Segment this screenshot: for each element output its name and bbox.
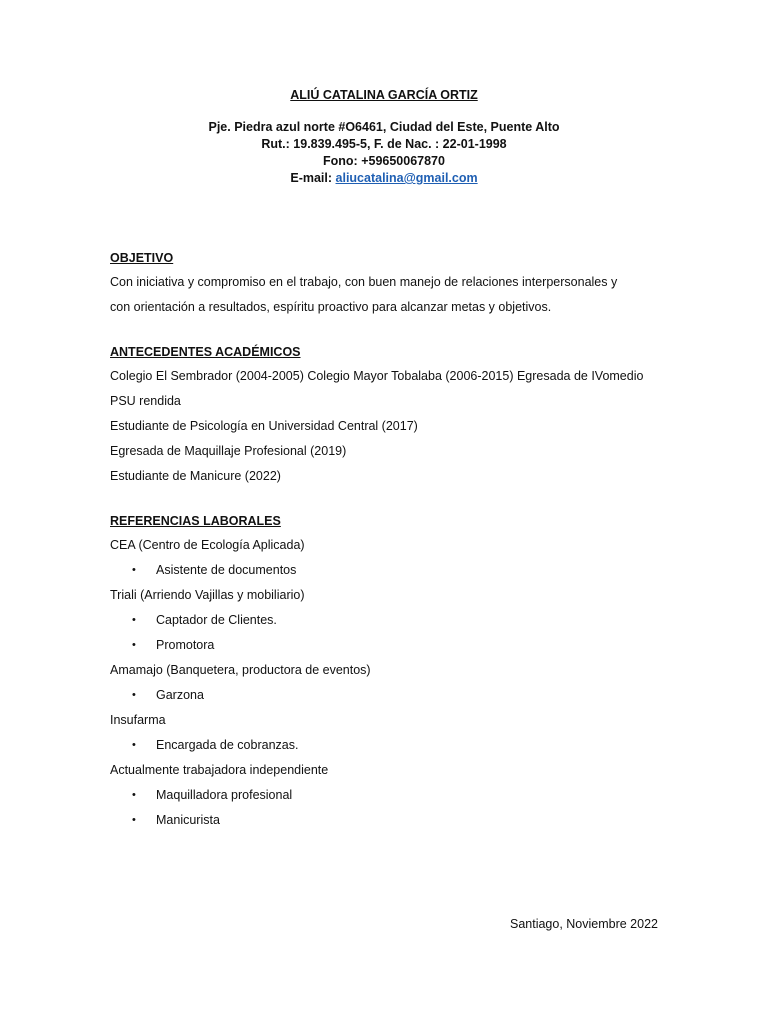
email-link[interactable]: aliucatalina@gmail.com	[335, 171, 478, 185]
job-role-item	[110, 633, 690, 658]
rut-line: Rut.: 19.839.495-5, F. de Nac. : 22-01-1998	[261, 137, 507, 151]
job-role: Promotora	[156, 638, 215, 652]
bullet-icon: •	[132, 614, 136, 626]
section-laborales	[110, 513, 690, 833]
phone-line: Fono: +59650067870	[323, 154, 445, 168]
employer-name: Insufarma	[110, 713, 166, 727]
job-role-item	[110, 558, 690, 583]
academic-line: Estudiante de Manicure (2022)	[110, 469, 281, 483]
candidate-name: ALIÚ CATALINA GARCÍA ORTIZ	[290, 88, 478, 102]
job-role: Asistente de documentos	[156, 563, 297, 577]
job-role: Maquilladora profesional	[156, 788, 293, 802]
employer-name: Actualmente trabajadora independiente	[110, 763, 329, 777]
bullet-icon: •	[132, 814, 136, 826]
email-label: E-mail:	[290, 171, 336, 185]
bullet-icon: •	[132, 739, 136, 751]
job-role-item	[110, 683, 690, 708]
job-role-item	[110, 733, 690, 758]
cv-header	[0, 87, 768, 187]
bullet-icon: •	[132, 689, 136, 701]
employer-name: CEA (Centro de Ecología Aplicada)	[110, 538, 305, 552]
email-line	[0, 170, 768, 187]
job-role: Manicurista	[156, 813, 220, 827]
section-title-objetivo: OBJETIVO	[110, 251, 174, 265]
employer-name: Triali (Arriendo Vajillas y mobiliario)	[110, 588, 305, 602]
bullet-icon: •	[132, 789, 136, 801]
section-academicos	[110, 344, 690, 489]
objetivo-line: Con iniciativa y compromiso en el trabajo, con buen manejo de relaciones interpersonales y	[110, 275, 618, 289]
section-objetivo	[110, 250, 690, 320]
section-title-laborales: REFERENCIAS LABORALES	[110, 514, 281, 528]
job-role-item	[110, 808, 690, 833]
job-role: Garzona	[156, 688, 204, 702]
job-role: Encargada de cobranzas.	[156, 738, 299, 752]
objetivo-line: con orientación a resultados, espíritu proactivo para alcanzar metas y objetivos.	[110, 300, 552, 314]
bullet-icon: •	[132, 639, 136, 651]
section-title-academicos: ANTECEDENTES ACADÉMICOS	[110, 345, 301, 359]
job-role-item	[110, 783, 690, 808]
academic-line: Colegio El Sembrador (2004-2005) Colegio Mayor Tobalaba (2006-2015) Egresada de IVomedio	[110, 369, 644, 383]
address-line: Pje. Piedra azul norte #O6461, Ciudad del Este, Puente Alto	[208, 120, 560, 134]
job-role-item	[110, 608, 690, 633]
bullet-icon: •	[132, 564, 136, 576]
job-role: Captador de Clientes.	[156, 613, 277, 627]
academic-line: Egresada de Maquillaje Profesional (2019)	[110, 444, 347, 458]
academic-line: Estudiante de Psicología en Universidad Central (2017)	[110, 419, 418, 433]
cv-body	[110, 250, 690, 833]
place-date: Santiago, Noviembre 2022	[509, 917, 658, 931]
employer-name: Amamajo (Banquetera, productora de eventos)	[110, 663, 371, 677]
academic-line: PSU rendida	[110, 394, 181, 408]
